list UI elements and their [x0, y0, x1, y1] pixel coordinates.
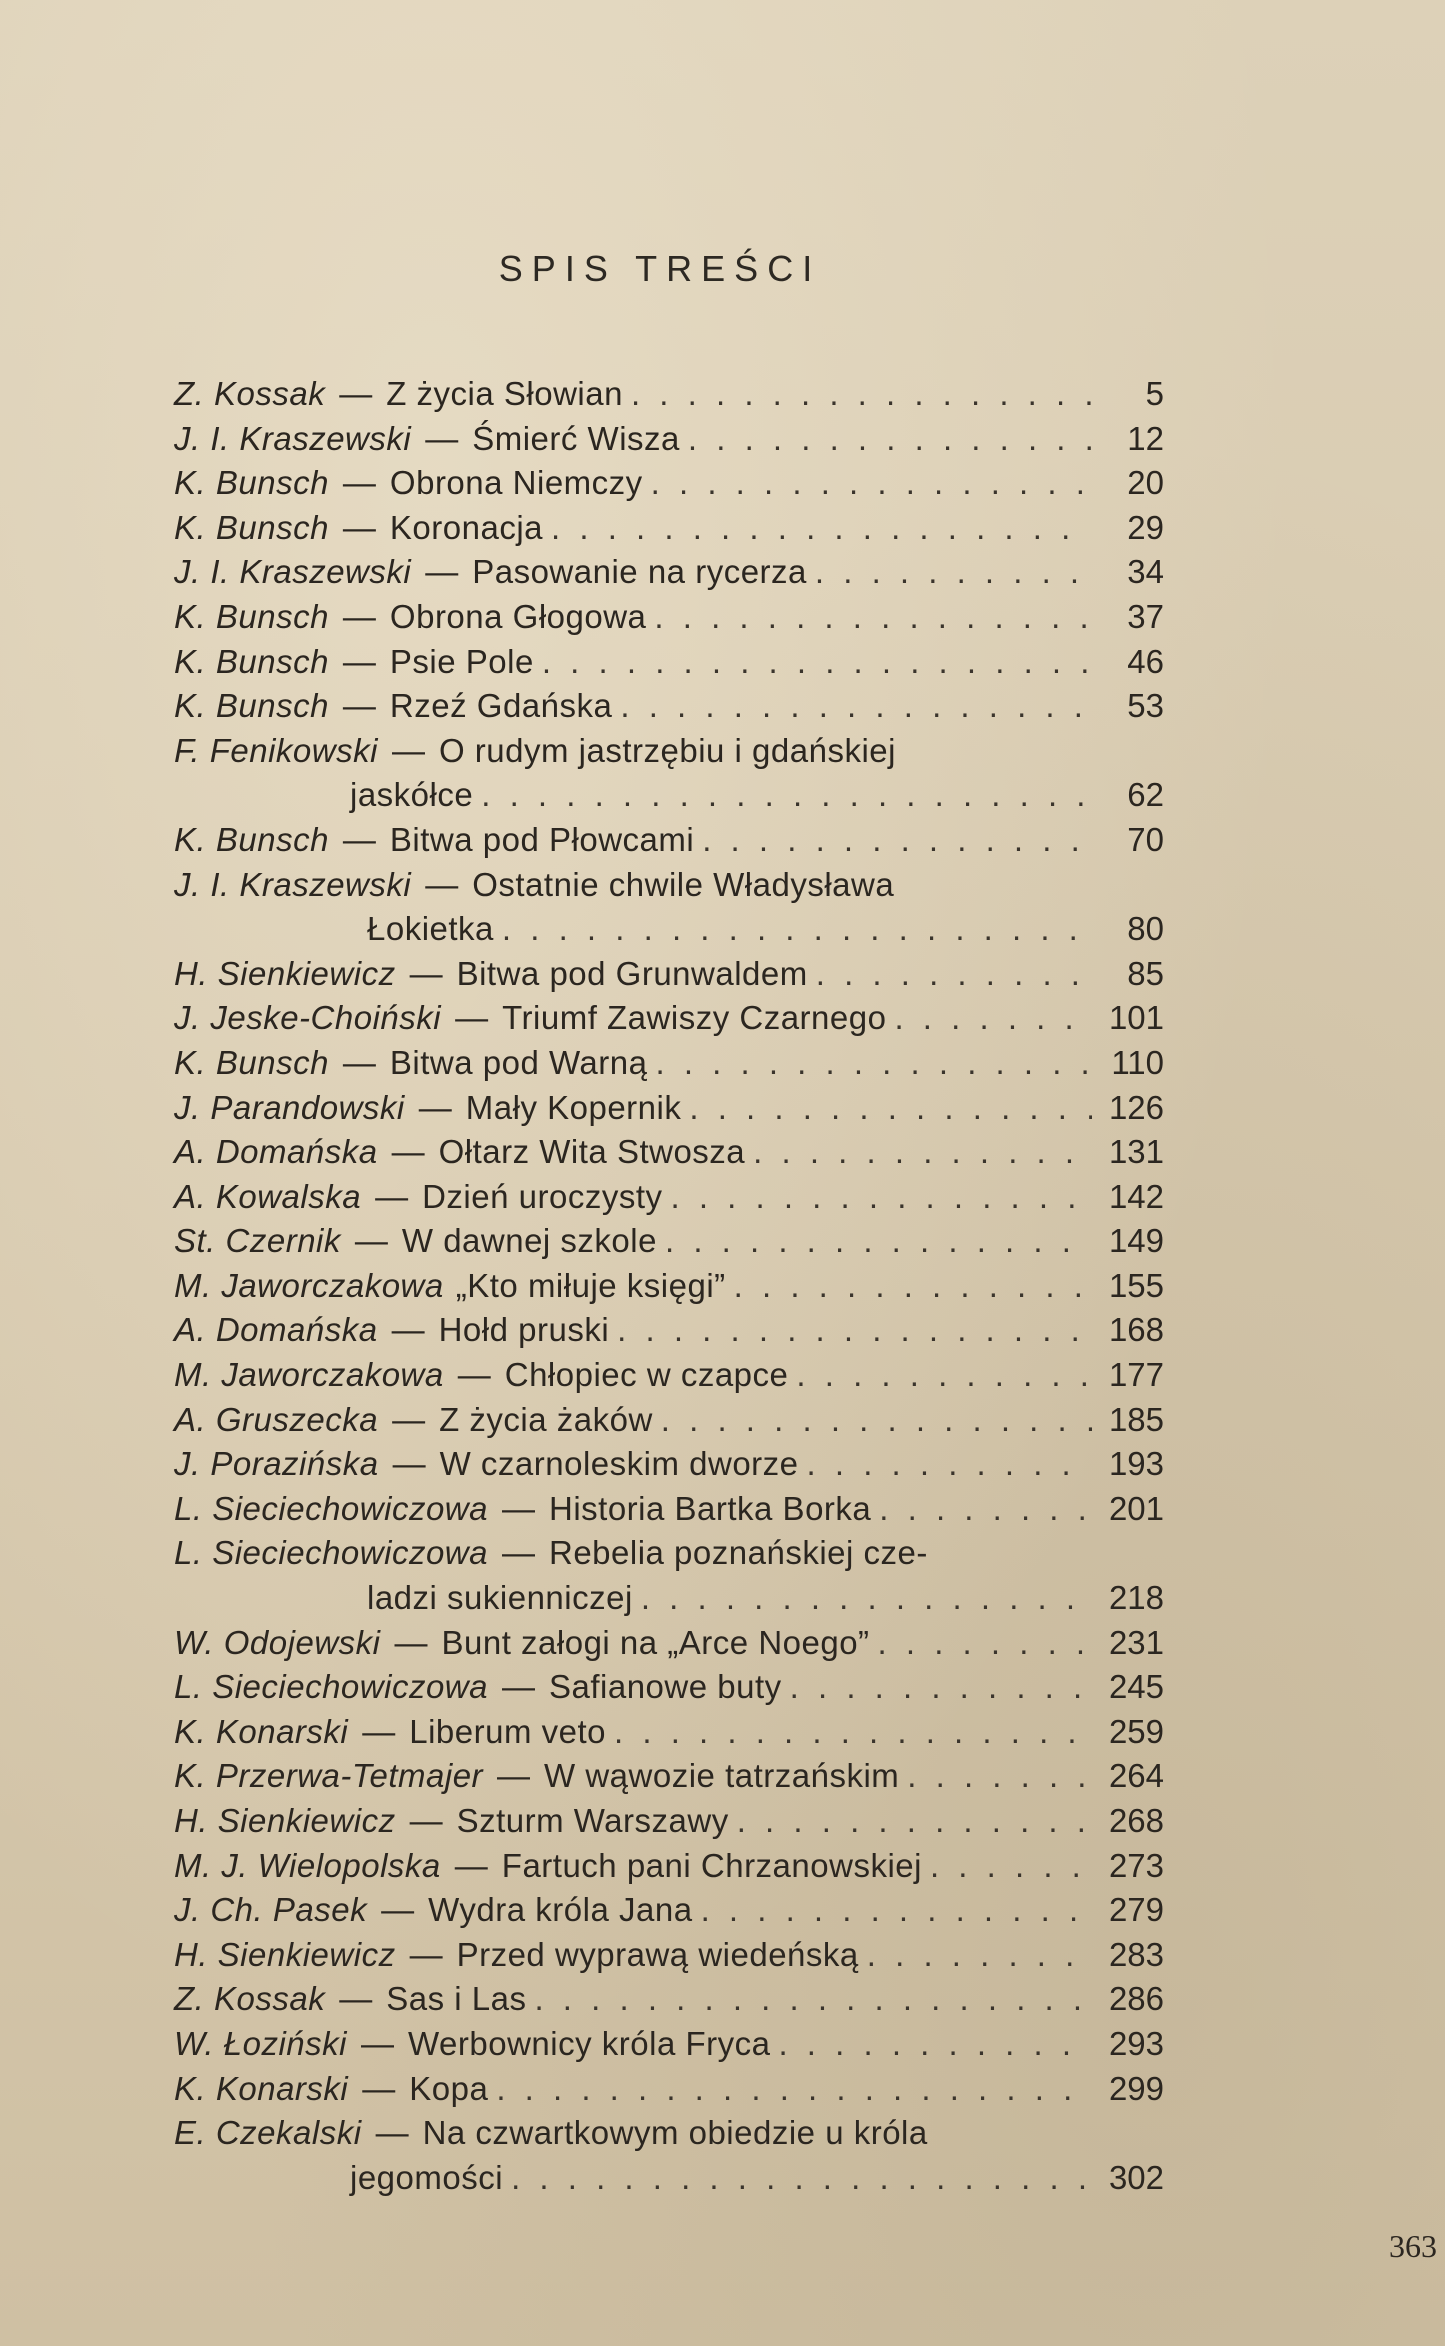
toc-entry-author: J. Porazińska [174, 1445, 379, 1483]
toc-entry-page: 12 [1127, 419, 1164, 457]
toc-entry-page: 259 [1108, 1712, 1164, 1750]
toc-entry-dash: — [339, 375, 373, 412]
toc-entry-author: K. Konarski [174, 2069, 349, 2107]
toc-entry-leader [542, 640, 1092, 685]
toc-entry-dash: — [342, 508, 376, 546]
toc-entry-page: 80 [1127, 910, 1164, 948]
toc-entry-author: H. Sienkiewicz [174, 1935, 396, 1973]
toc-entry-leader [654, 595, 1092, 640]
toc-entry-dash: — [381, 1891, 415, 1929]
toc-entry-continuation [174, 907, 1164, 952]
toc-entry [174, 1398, 1164, 1443]
toc-entry-author: M. J. Wielopolska [174, 1846, 441, 1884]
toc-entry [174, 506, 1164, 551]
toc-entry-page: 286 [1108, 1980, 1164, 2018]
toc-entry [174, 684, 1164, 729]
toc-entry-leader [496, 2067, 1092, 2112]
toc-entry-page: 131 [1108, 1133, 1164, 1171]
toc-entry-author: F. Fenikowski [174, 731, 378, 769]
toc-entry-author: M. Jaworczakowa [174, 1266, 444, 1304]
toc-entry [174, 1977, 1164, 2022]
toc-entry-page: 29 [1127, 508, 1164, 546]
toc-entry-title: Bitwa pod Grunwaldem [456, 954, 808, 992]
toc-entry-leader [617, 1308, 1092, 1353]
toc-entry-leader [816, 952, 1092, 997]
toc-entry-page: 231 [1108, 1623, 1164, 1661]
toc-entry-title: Z życia żaków [439, 1400, 653, 1438]
toc-entry-page: 268 [1108, 1802, 1164, 1839]
toc-entry-page: 185 [1108, 1400, 1164, 1438]
toc-entry-page: 110 [1111, 1043, 1164, 1081]
toc-entry-dash: — [342, 597, 376, 635]
toc-entry-author: A. Gruszecka [174, 1400, 379, 1438]
toc-entry-author: H. Sienkiewicz [174, 1802, 396, 1839]
toc-entry-author: K. Bunsch [174, 642, 329, 680]
toc-entry-author: J. I. Kraszewski [174, 419, 412, 457]
toc-entry-page: 177 [1108, 1356, 1164, 1394]
toc-entry [174, 952, 1164, 997]
toc-entry-page: 37 [1127, 597, 1164, 635]
toc-entry-leader [734, 1264, 1092, 1309]
toc-entry-title: Ołtarz Wita Stwosza [438, 1133, 746, 1171]
toc-entry-title: Przed wyprawą wiedeńską [456, 1935, 859, 1973]
toc-entry-title: Psie Pole [389, 642, 534, 680]
toc-entry [174, 2111, 1164, 2156]
toc-entry [174, 1130, 1164, 1175]
toc-entry-author: L. Sieciechowiczowa [174, 1668, 488, 1706]
toc-entry [174, 1308, 1164, 1353]
toc-entry-page: 201 [1108, 1489, 1164, 1527]
toc-entry-page: 34 [1127, 553, 1164, 591]
toc-entry-title: W wąwozie tatrzańskim [544, 1757, 900, 1795]
toc-entry-page: 299 [1108, 2069, 1164, 2107]
toc-entry-title: Mały Kopernik [465, 1088, 682, 1126]
toc-entry-dash: — [457, 1356, 491, 1394]
toc-entry-leader [688, 417, 1092, 462]
toc-entry-page: 273 [1108, 1846, 1164, 1884]
toc-entry-author: Z. Kossak [174, 1980, 326, 2018]
toc-entry-leader [790, 1665, 1092, 1710]
toc-entry-author: H. Sienkiewicz [174, 954, 396, 992]
toc-entry-page: 168 [1108, 1311, 1164, 1349]
toc-entry-leader [815, 550, 1092, 595]
toc-entry-title: Ostatnie chwile Władysława [472, 865, 895, 903]
toc-entry-title: Sas i Las [386, 1980, 527, 2018]
toc-entry-dash: — [391, 731, 425, 769]
toc-entry-dash: — [392, 1445, 426, 1483]
toc-entry-dash: — [501, 1534, 535, 1572]
toc-entry-leader [551, 506, 1092, 551]
toc-entry [174, 1487, 1164, 1532]
toc-entry [174, 1442, 1164, 1487]
toc-entry-title: W czarnoleskim dworze [439, 1445, 799, 1483]
toc-entry-title: Kopa [409, 2069, 489, 2107]
toc-entry-dash: — [455, 999, 489, 1037]
toc-entry-author: K. Bunsch [174, 820, 329, 858]
toc-entry-title: Obrona Niemczy [389, 464, 643, 502]
toc-entry [174, 2022, 1164, 2067]
toc-entry-dash: — [342, 820, 376, 858]
toc-entry-dash: — [342, 464, 376, 502]
toc-entry-dash: — [409, 1935, 443, 1973]
toc-entry [174, 1531, 1164, 1576]
toc-entry-dash: — [362, 1712, 396, 1750]
page-number: 363 [1389, 2228, 1437, 2264]
toc-entry-author: Z. Kossak [174, 375, 326, 412]
toc-entry-page: 218 [1108, 1579, 1164, 1617]
toc-entry-dash: — [501, 1668, 535, 1706]
toc-entry-page: 283 [1108, 1935, 1164, 1973]
toc-entry-page: 53 [1127, 687, 1164, 725]
toc-entry-title: Na czwartkowym obiedzie u króla [422, 2114, 928, 2152]
toc-entry-leader [614, 1710, 1092, 1755]
toc-entry-title: Triumf Zawiszy Czarnego [502, 999, 887, 1037]
toc-entry-title: Wydra króla Jana [428, 1891, 693, 1929]
toc-entry-dash: — [501, 1489, 535, 1527]
toc-entry-dash: — [409, 1802, 443, 1839]
toc-entry [174, 1086, 1164, 1131]
toc-entry [174, 1621, 1164, 1666]
toc-entry-author: L. Sieciechowiczowa [174, 1534, 488, 1572]
toc-entry-continuation [174, 2156, 1164, 2201]
toc-entry [174, 2067, 1164, 2112]
toc-entry-page: 142 [1108, 1177, 1164, 1215]
toc-entry-leader [930, 1844, 1092, 1889]
toc-entry-page: 85 [1127, 954, 1164, 992]
toc-entry-leader [737, 1799, 1092, 1844]
toc-entry-author: J. Parandowski [174, 1088, 405, 1126]
toc-entry-dash: — [391, 1311, 425, 1349]
toc-entry-dash: — [418, 1088, 452, 1126]
toc-entry-leader [796, 1353, 1092, 1398]
toc-entry-author: K. Konarski [174, 1712, 349, 1750]
toc-entry-leader [534, 1977, 1092, 2022]
toc-entry-leader [894, 996, 1092, 1041]
toc-entry-title: Z życia Słowian [386, 375, 623, 412]
toc-entry-dash: — [409, 954, 443, 992]
toc-entry-leader [481, 773, 1092, 818]
toc-entry [174, 1264, 1164, 1309]
toc-entry [174, 1933, 1164, 1978]
toc-entry-leader [620, 684, 1092, 729]
toc-entry-title: Chłopiec w czapce [504, 1356, 789, 1394]
toc-entry-leader [661, 1398, 1092, 1443]
toc-entry-dash: — [392, 1400, 426, 1438]
toc-entry-page: 293 [1108, 2024, 1164, 2062]
toc-entry-page: 20 [1127, 464, 1164, 502]
toc-entry-page: 155 [1108, 1266, 1164, 1304]
toc-entry [174, 1799, 1164, 1844]
toc-entry-title-cont: Łokietka [367, 910, 494, 948]
toc-entry-title: Safianowe buty [548, 1668, 782, 1706]
toc-entry [174, 461, 1164, 506]
toc-entry-title: Pasowanie na rycerza [472, 553, 807, 591]
toc-entry [174, 1754, 1164, 1799]
toc-entry-leader [807, 1442, 1092, 1487]
toc-entry-title: „Kto miłuje księgi” [455, 1266, 726, 1304]
toc-entry-leader [907, 1754, 1092, 1799]
toc-entry [174, 595, 1164, 640]
toc-entry-leader [753, 1130, 1092, 1175]
toc-entry [174, 1710, 1164, 1755]
toc-entry-dash: — [454, 1846, 488, 1884]
toc-entry-title: Fartuch pani Chrzanowskiej [501, 1846, 922, 1884]
toc-entry-title: Rzeź Gdańska [389, 687, 613, 725]
toc-entry [174, 1665, 1164, 1710]
toc-entry [174, 640, 1164, 685]
toc-entry-title: Bunt załogi na „Arce Noego” [441, 1623, 870, 1661]
toc-entry-title: Hołd pruski [438, 1311, 610, 1349]
toc-entry-author: St. Czernik [174, 1222, 341, 1260]
toc-entry-title-cont: jaskółce [350, 776, 474, 814]
toc-entry-dash: — [342, 687, 376, 725]
toc-entry-dash: — [339, 1980, 373, 2018]
toc-entry-page: 62 [1127, 776, 1164, 814]
toc-entry-leader [701, 1888, 1092, 1933]
toc-entry-page: 126 [1108, 1088, 1164, 1126]
toc-entry-leader [665, 1219, 1092, 1264]
toc-entry-leader [879, 1487, 1092, 1532]
toc-entry [174, 417, 1164, 462]
toc-entry-leader [641, 1576, 1092, 1621]
toc-entry-title: Dzień uroczysty [422, 1177, 663, 1215]
toc-entry-page: 302 [1108, 2158, 1164, 2196]
toc-entry-title: Bitwa pod Płowcami [389, 820, 695, 858]
toc-entry-author: E. Czekalski [174, 2114, 362, 2152]
toc-entry-leader [655, 1041, 1092, 1086]
toc-entry-dash: — [391, 1133, 425, 1171]
toc-entry-author: M. Jaworczakowa [174, 1356, 444, 1394]
toc-entry-author: W. Odojewski [174, 1623, 381, 1661]
toc-entry-page: 279 [1108, 1891, 1164, 1929]
toc-entry [174, 863, 1164, 908]
toc-entry-dash: — [425, 553, 459, 591]
toc-entry-leader [671, 1175, 1093, 1220]
toc-entry-leader [778, 2022, 1092, 2067]
toc-entry-leader [651, 461, 1092, 506]
toc-entry-dash: — [375, 2114, 409, 2152]
toc-entry-author: J. I. Kraszewski [174, 553, 412, 591]
toc-entry-page: 101 [1108, 999, 1164, 1037]
toc-entry-dash: — [354, 1222, 388, 1260]
toc-entry-dash: — [342, 642, 376, 680]
toc-entry-leader [689, 1086, 1092, 1131]
toc-entry-leader [511, 2156, 1092, 2201]
toc-entry-title: Bitwa pod Warną [389, 1043, 648, 1081]
toc-entry-leader [702, 818, 1092, 863]
toc-entry [174, 372, 1164, 417]
toc-entry-title: Szturm Warszawy [456, 1802, 729, 1839]
toc-entry [174, 1844, 1164, 1889]
toc-entry-author: K. Przerwa-Tetmajer [174, 1757, 484, 1795]
toc-entry-author: A. Domańska [174, 1311, 378, 1349]
toc-entry-page: 264 [1108, 1757, 1164, 1795]
toc-entry-page: 46 [1127, 642, 1164, 680]
toc-entry [174, 1353, 1164, 1398]
toc-entry-title: Werbownicy króla Fryca [407, 2024, 771, 2062]
toc-entry [174, 1219, 1164, 1264]
toc-entry-dash: — [425, 865, 459, 903]
toc-entry-author: K. Bunsch [174, 508, 329, 546]
toc-entry-title: Obrona Głogowa [389, 597, 647, 635]
toc-entry-title-cont: jegomości [350, 2158, 504, 2196]
toc-entry-dash: — [425, 419, 459, 457]
toc-entry-author: A. Domańska [174, 1133, 378, 1171]
toc-entry-title: Liberum veto [409, 1712, 607, 1750]
toc-entry-dash: — [362, 2069, 396, 2107]
toc-entry-dash: — [375, 1177, 409, 1215]
toc-entry-author: A. Kowalska [174, 1177, 362, 1215]
toc-entry [174, 996, 1164, 1041]
toc-entry-page: 193 [1108, 1445, 1164, 1483]
toc-entry-author: L. Sieciechowiczowa [174, 1489, 488, 1527]
toc-entry-title: Historia Bartka Borka [548, 1489, 872, 1527]
toc-entry-leader [867, 1933, 1092, 1978]
toc-entry-page: 149 [1108, 1222, 1164, 1260]
toc-entry-author: K. Bunsch [174, 464, 329, 502]
toc-entry-page: 245 [1108, 1668, 1164, 1706]
toc-entry-dash: — [394, 1623, 428, 1661]
toc-entry-dash: — [342, 1043, 376, 1081]
toc-entry-title: Koronacja [389, 508, 544, 546]
table-of-contents [174, 372, 1164, 2200]
toc-entry-author: J. Jeske-Choiński [174, 999, 442, 1037]
toc-entry-author: J. I. Kraszewski [174, 865, 412, 903]
toc-entry [174, 729, 1164, 774]
toc-entry [174, 1888, 1164, 1933]
toc-entry-page: 70 [1127, 820, 1164, 858]
toc-entry-title: O rudym jastrzębiu i gdańskiej [438, 731, 896, 769]
toc-entry-author: K. Bunsch [174, 687, 329, 725]
toc-entry-title: Rebelia poznańskiej cze- [548, 1534, 928, 1572]
toc-entry-author: J. Ch. Pasek [174, 1891, 368, 1929]
toc-entry [174, 1041, 1164, 1086]
toc-entry-leader [878, 1621, 1092, 1666]
toc-entry-title: W dawnej szkole [401, 1222, 657, 1260]
toc-entry-author: W. Łoziński [174, 2024, 347, 2062]
toc-entry-leader [502, 907, 1092, 952]
toc-entry-author: K. Bunsch [174, 597, 329, 635]
toc-entry-author: K. Bunsch [174, 1043, 329, 1081]
toc-entry-dash: — [360, 2024, 394, 2062]
toc-entry-continuation [174, 1576, 1164, 1621]
toc-entry-title-cont: ladzi sukienniczej [367, 1579, 633, 1617]
page-title: SPIS TREŚCI [498, 248, 822, 289]
toc-entry-dash: — [497, 1757, 531, 1795]
toc-entry-leader [631, 372, 1092, 417]
toc-entry-continuation [174, 773, 1164, 818]
toc-entry [174, 818, 1164, 863]
toc-entry [174, 550, 1164, 595]
toc-entry [174, 1175, 1164, 1220]
toc-entry-page: 5 [1145, 375, 1164, 412]
toc-entry-title: Śmierć Wisza [472, 419, 680, 457]
